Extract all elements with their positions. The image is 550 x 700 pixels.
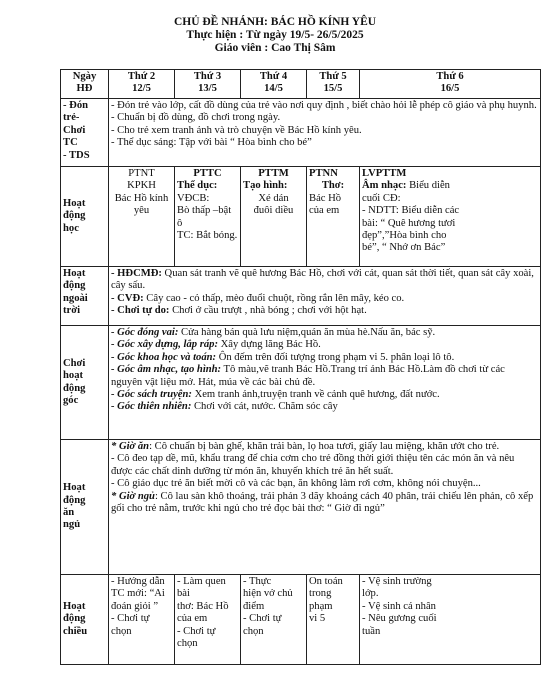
label-line: động [63,280,86,292]
header-activity-day [61,70,109,99]
cell-line: hiện vở chủ [243,588,293,600]
cell-line: - Chơi tự [111,613,150,625]
cell-line: - Vệ sinh trường [362,576,432,587]
learning-cell-mon [109,167,175,267]
table-header-row [61,70,541,99]
day-date: 15/5 [323,83,343,94]
label-line: trời [63,305,81,317]
item-text: Ôn đếm trên đối tượng trong phạm vi 5. phân loại lô tô. [216,351,455,363]
day-header-wed [241,70,307,99]
corner-item [111,327,538,339]
item-key: - Góc đóng vai: [111,327,179,338]
cell-line: trong phạm [309,588,333,612]
date-range: Thực hiện : Từ ngày 19/5- 26/5/2025 [186,29,364,41]
cell-line: đuôi diều [253,205,294,217]
learning-row-label [61,167,109,267]
learning-cell-fri [360,167,541,267]
label-line: Chơi [63,357,86,369]
learning-cell-thu [307,167,360,267]
cell-subheading-rest: Biểu diễn [406,180,450,192]
welcome-line: - Thể dục sáng: Tập với bài “ Hòa bình cho bé” [111,137,312,149]
corner-item [111,389,538,401]
item-key: - Góc âm nhạc, tạo hình: [111,364,222,376]
welcome-line: - Cho trẻ xem tranh ảnh và trò chuyện về Bác Hồ kính yêu. [111,124,362,136]
weekly-plan-table [60,69,541,665]
cell-heading: PTTM [258,168,289,179]
label-line: chiều [63,625,88,637]
day-name: Thứ 5 [319,71,347,82]
cell-line: của em [309,205,340,217]
teacher-name: Giáo viên : Cao Thị Sâm [214,42,336,54]
cell-line: Xé dán [258,192,289,204]
cell-line: Bò thấp –bật ô [177,205,232,229]
day-header-tue [175,70,241,99]
cell-line: của em [177,613,208,625]
item-text: : Cô lau sàn khô thoáng, trải phản 3 dãy khoảng cách 40 phân, trải chiếu lên phản, cô xếp gối cho trẻ nằm, trước khi ngủ cho trẻ đọc bài thơ: “ Giờ đi ngủ” [111,490,534,515]
label-line: học [63,222,79,234]
cell-line: cuối CĐ: [362,192,401,204]
meals-row-label [61,440,109,575]
sleep-line [111,491,538,516]
day-date: 16/5 [440,83,460,94]
item-key: - Góc xây dựng, lắp ráp: [111,339,218,351]
afternoon-cell-tue [175,575,241,665]
cell-subheading: Thể dục: [177,180,218,192]
meal-line: - Cô đeo tạp dề, mũ, khẩu trang để chia cơm cho trẻ đồng thời giới thiệu tên các món ăn và nêu được các chất dinh dưỡng từ món ăn, khuyến khích trẻ ăn hết suất. [111,453,515,477]
welcome-row [61,99,541,167]
cell-heading: LVPTTM [362,168,407,179]
document-header [0,0,550,55]
label-line: hoạt [63,370,84,382]
meals-row [61,440,541,575]
cell-line: đẹp”,”Hòa bình cho [362,230,447,242]
cell-line: bé”, “ Nhớ ơn Bác” [362,242,446,254]
item-key: - Chơi tự do: [111,305,170,317]
cell-line: - Làm quen bài [177,576,226,600]
cell-line: - Nêu gương cuối [362,613,437,625]
cell-line: bài: “ Quê hương tươi [362,217,456,229]
day-name: Thứ 6 [436,71,464,82]
item-key: - Góc sách truyện: [111,389,192,401]
label-line: Hoạt [63,268,86,279]
outdoor-item [111,293,538,305]
cell-line: TC: Bắt bóng. [177,230,238,242]
afternoon-cell-fri [360,575,541,665]
meal-line: - Cô giáo dục trẻ ăn biết mời cô và các bạn, ăn không làm rơi cơm, không nói chuyện... [111,478,481,490]
label-line: trẻ- [63,112,80,124]
theme-title: CHỦ ĐỀ NHÁNH: BÁC HỒ KÍNH YÊU [173,16,377,28]
corner-item [111,352,538,364]
cell-line: chọn [243,625,264,637]
outdoor-item [111,268,538,293]
item-text: Chơi với cát, nước. Chăm sóc cây [191,401,338,413]
item-text: Xây dựng lăng Bác Hồ. [217,339,321,351]
item-key: * Giờ ăn [111,441,150,452]
cell-line: Bác Hồ [309,192,342,204]
day-name: Thứ 3 [193,71,222,82]
label-line: Hoạt [63,600,86,612]
cell-subheading: Thơ: [321,180,345,192]
label-line: Hoạt [63,482,86,494]
welcome-line: - Đón trẻ vào lớp, cất đồ dùng của trẻ vào nơi quy định , biết chào hỏi lễ phép cô giáo và phụ huynh. [111,100,537,111]
day-header-mon [109,70,175,99]
label-line: động [63,382,86,394]
cell-line: - Thực [243,576,272,587]
afternoon-row [61,575,541,665]
outdoor-row [61,267,541,326]
cell-line: điểm [243,600,265,612]
cell-heading: PTNN [309,168,338,179]
afternoon-row-label [61,575,109,665]
meals-content [109,440,541,575]
item-text: Quan sát tranh vẽ quê hương Bác Hồ, chơi với cát, quan sát thời tiết, quan sát cây xoài, cây sấu. [111,268,534,292]
afternoon-cell-mon [109,575,175,665]
item-key: - Góc khoa học và toán: [111,351,217,363]
cell-line: - Chơi tự chọn [177,625,216,650]
cell-line: tuần [362,625,381,637]
welcome-content [109,99,541,167]
item-text: Cây cao - cỏ thấp, mèo đuổi chuột, rồng rắn lên mây, kéo co. [143,292,405,304]
corner-item [111,364,538,389]
afternoon-cell-thu [307,575,360,665]
cell-line: - Chơi tự [243,613,282,625]
cell-line: đoán giỏi ” [111,600,159,612]
outdoor-row-label [61,267,109,326]
item-text: : Cô chuẩn bị bàn ghế, khăn trải bàn, lọ hoa tươi, giấy lau miệng, khăn ướt cho trẻ. [149,441,500,452]
learning-cell-wed [241,167,307,267]
cell-subheading: Âm nhạc: [362,180,407,192]
welcome-line: - Chuẩn bị đồ dùng, đồ chơi trong ngày. [111,112,281,124]
outdoor-item [111,305,538,317]
outdoor-content [109,267,541,326]
day-name: Thứ 4 [259,71,288,82]
item-text: Chơi ở cầu trượt , nhà bóng ; chơi với hột hạt. [169,305,367,317]
cell-line: chọn [111,625,132,637]
label-line: động [63,613,86,625]
corners-row [61,326,541,440]
cell-line: VĐCB: [177,192,210,204]
cell-line: KPKH [127,180,156,192]
day-date: 13/5 [198,83,217,94]
label-line: Chơi [63,124,86,136]
item-text: Tô màu,vẽ tranh Bác Hồ.Trang trí ảnh Bác Hồ.Làm đồ chơi từ các nguyên vật liệu mở. Hát, múa về các bài chủ đề. [111,364,505,388]
item-key: * Giờ ngủ [111,490,155,502]
header-day-label: Ngày [72,71,97,82]
afternoon-cell-wed [241,575,307,665]
item-text: Xem tranh ảnh,truyện tranh về cảnh quê hương, đất nước. [191,389,440,401]
item-text: Cửa hàng bán quà lưu niệm,quán ăn mùa hè.Nấu ăn, bác sỹ. [178,327,436,338]
cell-heading: PTTC [193,168,222,179]
label-line: Hoạt [63,197,86,209]
cell-line: yêu [133,205,150,217]
corners-content [109,326,541,440]
meal-line [111,441,538,453]
day-header-thu [307,70,360,99]
welcome-row-label [61,99,109,167]
day-name: Thứ 2 [127,71,156,82]
cell-line: lớp. [362,588,379,600]
cell-heading: PTNT [128,168,155,179]
cell-line: On toán [309,576,343,587]
label-line: - TDS [63,149,90,161]
cell-line: - Hướng dẫn [111,576,165,587]
cell-line: Bác Hồ kính [114,192,169,204]
cell-subheading: Tạo hình: [243,180,288,192]
label-line: động [63,210,86,222]
cell-line: - Vệ sinh cá nhân [362,600,436,612]
label-line: ăn [63,507,75,518]
label-line: - Đón [63,100,89,111]
cell-line: TC mới: “Ai [111,588,165,600]
corner-item [111,339,538,351]
cell-line: vi 5 [309,613,326,625]
label-line: ngủ [63,519,81,531]
label-line: ngoài [63,292,88,304]
header-activity-label: HĐ [76,83,93,95]
item-key: - Góc thiên nhiên: [111,401,192,413]
item-key: - CVĐ: [111,292,144,304]
day-date: 12/5 [132,83,151,94]
learning-row [61,167,541,267]
label-line: động [63,494,86,506]
label-line: TC [63,137,78,149]
corner-item [111,401,538,413]
label-line: góc [63,394,79,406]
cell-line: thơ: Bác Hồ [177,600,229,612]
learning-cell-tue [175,167,241,267]
day-date: 14/5 [264,83,283,94]
item-key: - HĐCMĐ: [111,268,162,279]
corners-row-label [61,326,109,440]
cell-line: - NDTT: Biểu diễn các [362,205,460,217]
day-header-fri [360,70,541,99]
